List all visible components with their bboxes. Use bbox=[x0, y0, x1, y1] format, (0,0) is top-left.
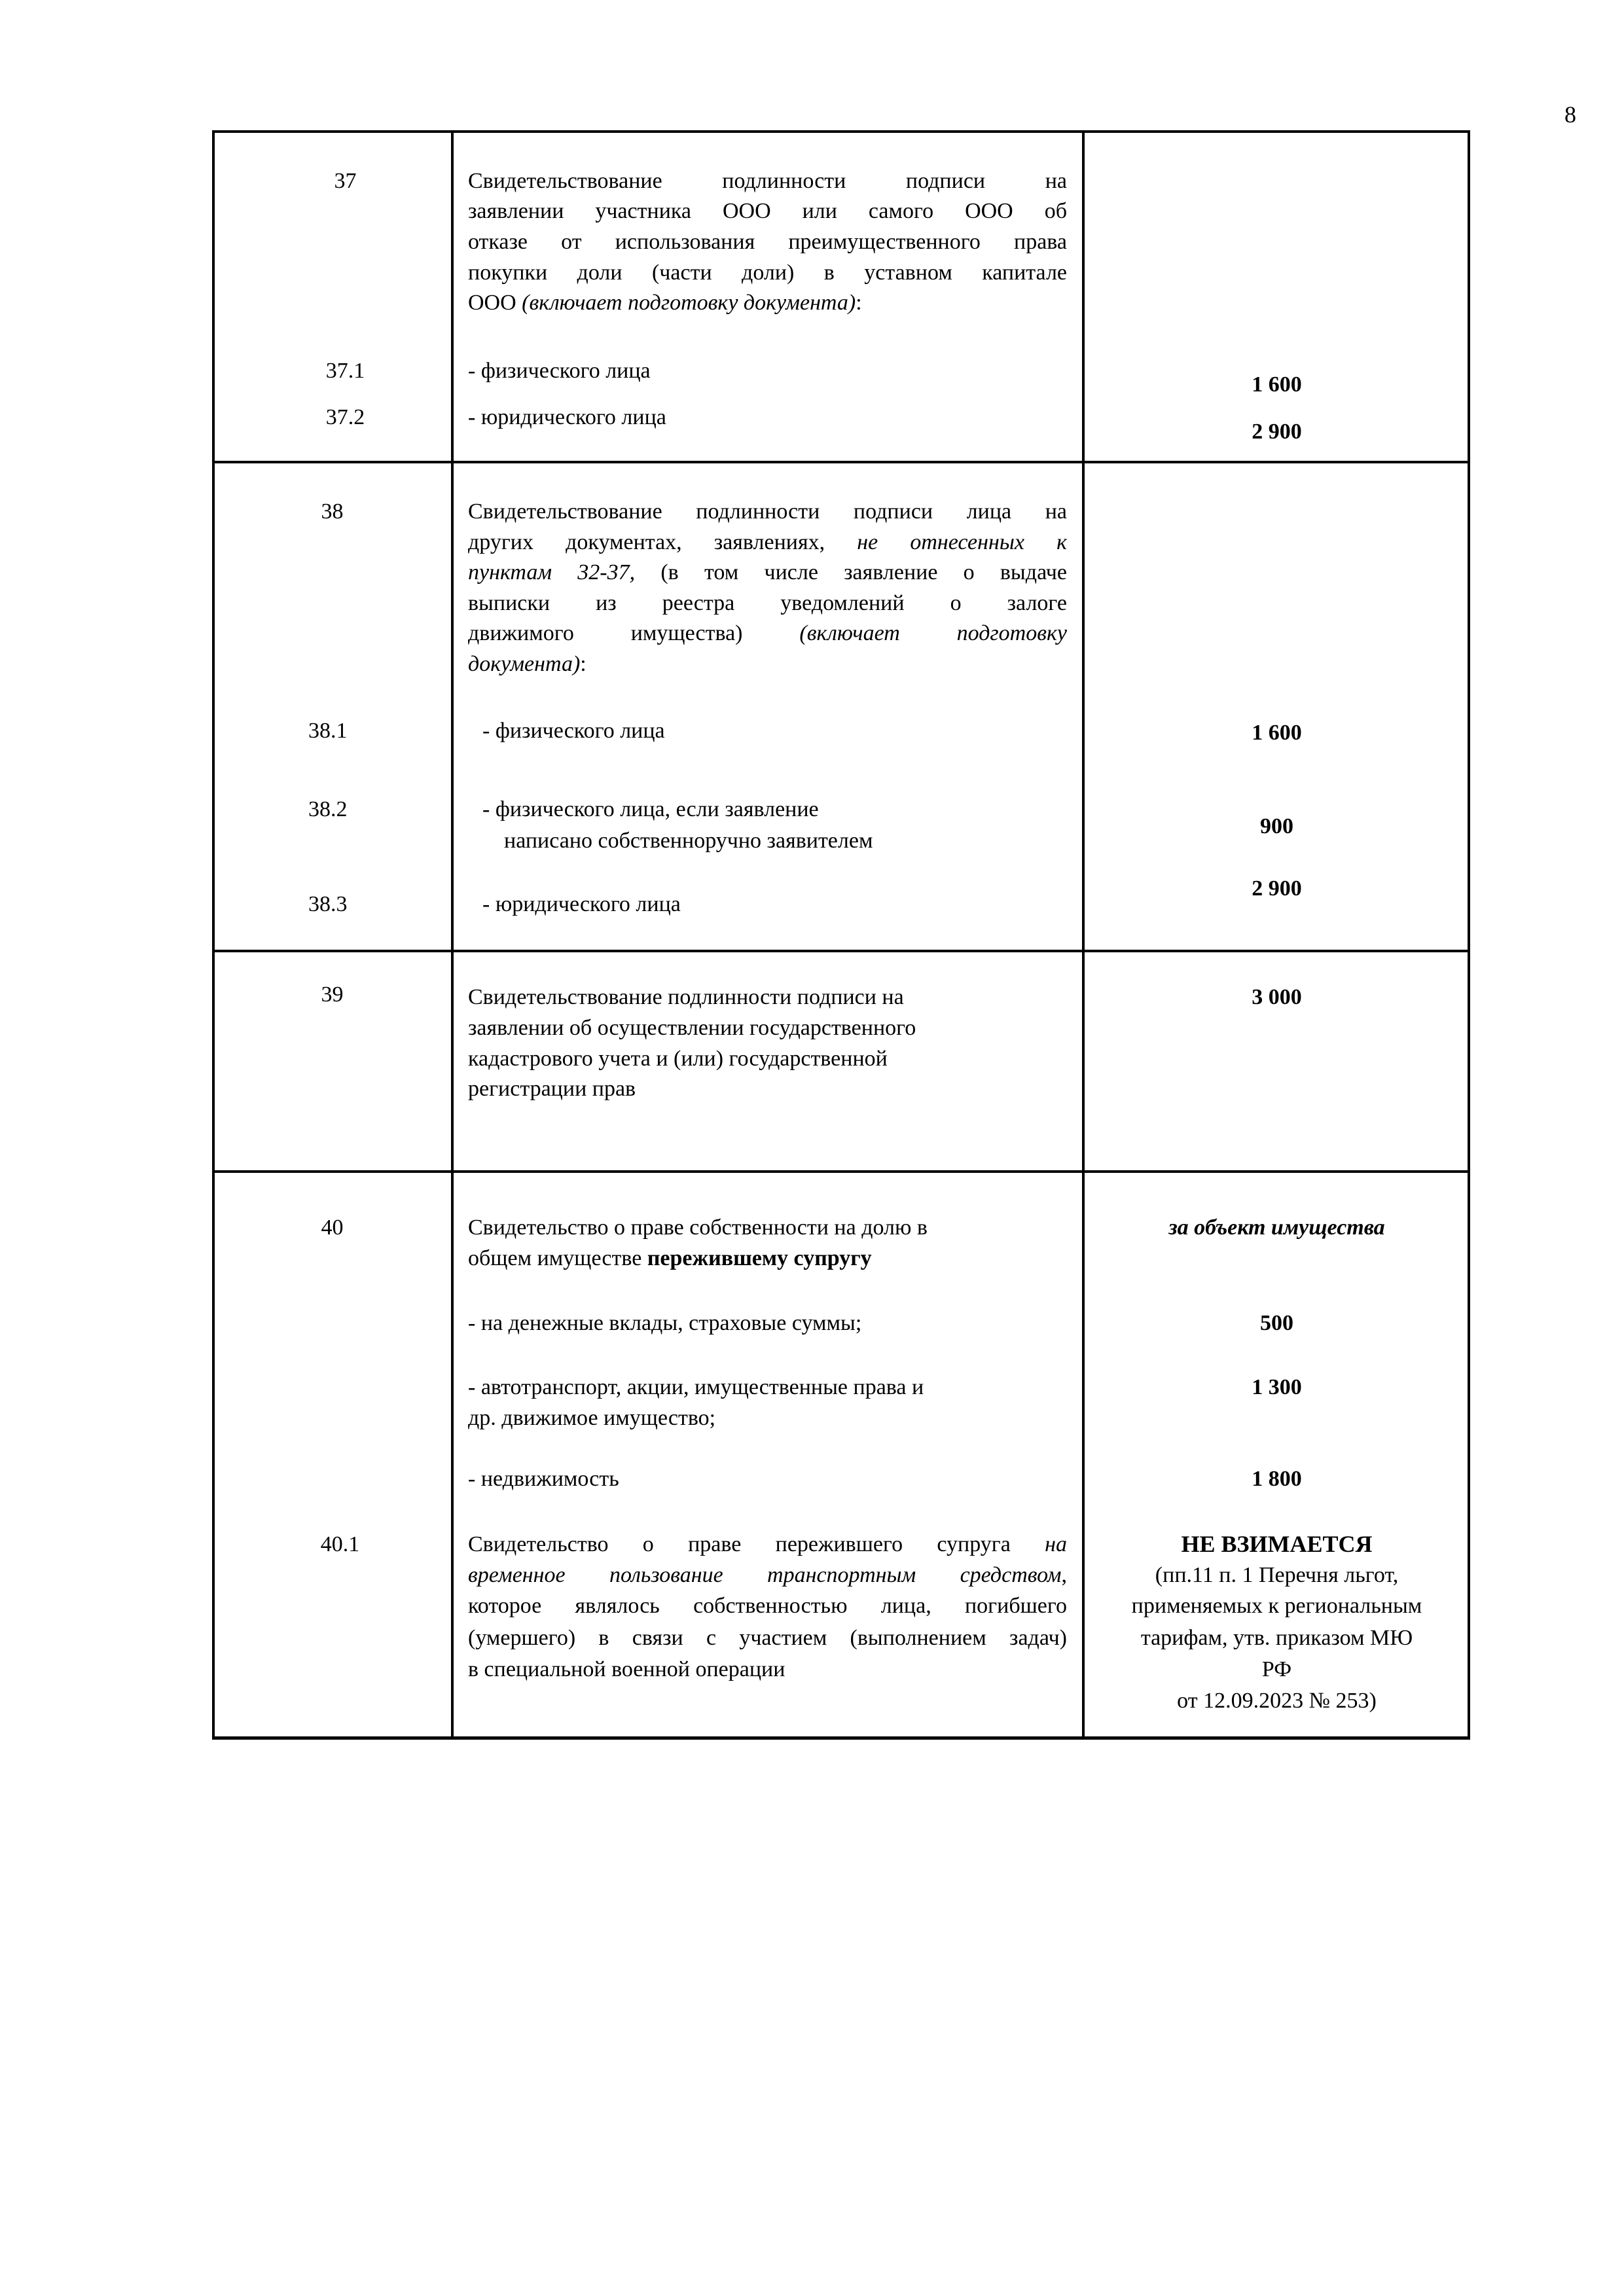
text: других документах, заявлениях, bbox=[468, 530, 857, 554]
description-line: заявлении участника ООО или самого ООО об bbox=[468, 199, 1067, 223]
description-line: в специальной военной операции bbox=[468, 1657, 785, 1681]
row-divider-39-40 bbox=[212, 1170, 1470, 1173]
text: Свидетельство о праве пережившего супруга bbox=[468, 1532, 1045, 1556]
exemption-reference-line: применяемых к региональным bbox=[1131, 1594, 1422, 1618]
exemption-reference-line: (пп.11 п. 1 Перечня льгот, bbox=[1155, 1563, 1399, 1587]
description-line bbox=[468, 1243, 1067, 1274]
fee-unit-label: за объект имущества bbox=[1168, 1215, 1385, 1240]
sub-item-text-continued: написано собственноручно заявителем bbox=[504, 829, 873, 853]
fee-value: 500 bbox=[1260, 1311, 1293, 1335]
exemption-reference-line: от 12.09.2023 № 253) bbox=[1177, 1689, 1377, 1713]
description-line bbox=[468, 1529, 1067, 1560]
description-line: Свидетельствование подлинности подписи на bbox=[468, 985, 904, 1009]
sub-item-text: - на денежные вклады, страховые суммы; bbox=[468, 1311, 862, 1335]
fee-value: 1 800 bbox=[1252, 1467, 1302, 1491]
sub-item-text: - автотранспорт, акции, имущественные права и bbox=[468, 1375, 924, 1399]
text: : bbox=[856, 291, 862, 315]
note-italic: (включает подготовку bbox=[799, 621, 1067, 645]
description-line: выписки из реестра уведомлений о залоге bbox=[468, 591, 1067, 615]
text: общем имуществе bbox=[468, 1246, 647, 1270]
fee-value: 1 300 bbox=[1252, 1375, 1302, 1399]
description-line bbox=[468, 618, 1067, 649]
note-italic: не отнесенных к bbox=[857, 530, 1067, 554]
sub-item-number: 38.1 bbox=[308, 719, 348, 743]
item-number: 40.1 bbox=[320, 1532, 360, 1556]
text: : bbox=[580, 652, 586, 676]
sub-item-text: - юридического лица bbox=[482, 892, 681, 916]
item-number: 37 bbox=[334, 169, 357, 193]
fee-value: 2 900 bbox=[1252, 420, 1302, 444]
description-line bbox=[468, 527, 1067, 558]
fee-value: 900 bbox=[1260, 814, 1293, 838]
item-number: 40 bbox=[321, 1215, 344, 1240]
sub-item-text: - физического лица, если заявление bbox=[482, 797, 819, 821]
text: ООО bbox=[468, 291, 522, 315]
description-line: (умершего) в связи с участием (выполнением задач) bbox=[468, 1626, 1067, 1650]
sub-item-text: - юридического лица bbox=[468, 405, 666, 429]
exemption-reference-line: тарифам, утв. приказом МЮ bbox=[1140, 1626, 1413, 1650]
table-border-bottom bbox=[212, 1736, 1470, 1740]
fee-value: 1 600 bbox=[1252, 721, 1302, 745]
description-line: отказе от использования преимущественного права bbox=[468, 230, 1067, 254]
sub-item-number: 38.2 bbox=[308, 797, 348, 821]
fee-value: 2 900 bbox=[1252, 876, 1302, 901]
description-line: Свидетельство о праве собственности на долю в bbox=[468, 1215, 928, 1240]
description-line: заявлении об осуществлении государственного bbox=[468, 1016, 916, 1040]
fee-exempt-label: НЕ ВЗИМАЕТСЯ bbox=[1181, 1531, 1373, 1557]
exemption-reference-line: РФ bbox=[1261, 1657, 1292, 1681]
text: движимого имущества) bbox=[468, 621, 800, 645]
fee-value: 3 000 bbox=[1252, 985, 1302, 1009]
item-number: 39 bbox=[321, 982, 344, 1007]
row-divider-38-39 bbox=[212, 950, 1470, 952]
sub-item-text: - недвижимость bbox=[468, 1467, 619, 1491]
page-number: 8 bbox=[1564, 101, 1576, 128]
description-line bbox=[468, 1560, 1067, 1590]
description-line bbox=[468, 287, 1067, 318]
sub-item-number: 37.1 bbox=[325, 359, 365, 383]
note-italic: (включает подготовку документа) bbox=[522, 291, 856, 315]
description-line bbox=[468, 557, 1067, 588]
sub-item-number: 38.3 bbox=[308, 892, 348, 916]
table-border-left bbox=[212, 130, 215, 1739]
description-line: покупки доли (части доли) в уставном капитале bbox=[468, 260, 1067, 285]
column-divider-1 bbox=[451, 130, 454, 1739]
text: , bbox=[1061, 1563, 1067, 1587]
note-italic: пунктам 32-37, bbox=[468, 560, 636, 584]
item-number: 38 bbox=[321, 499, 344, 524]
description-line: кадастрового учета и (или) государственной bbox=[468, 1047, 888, 1071]
note-italic: документа) bbox=[468, 652, 581, 676]
sub-item-text-continued: др. движимое имущество; bbox=[468, 1406, 716, 1430]
text: (в том числе заявление о выдаче bbox=[635, 560, 1067, 584]
row-divider-37-38 bbox=[212, 461, 1470, 463]
note-italic: на bbox=[1045, 1532, 1067, 1556]
sub-item-number: 37.2 bbox=[325, 405, 365, 429]
description-line: Свидетельствование подлинности подписи лица на bbox=[468, 499, 1067, 524]
description-line: Свидетельствование подлинности подписи на bbox=[468, 169, 1067, 193]
description-line: регистрации прав bbox=[468, 1077, 636, 1101]
fee-value: 1 600 bbox=[1252, 372, 1302, 397]
note-italic: временное пользование транспортным средством bbox=[468, 1563, 1062, 1587]
table-border-top bbox=[212, 130, 1470, 133]
description-line bbox=[468, 649, 1067, 679]
emphasis-bold: пережившему супругу bbox=[647, 1246, 872, 1270]
sub-item-text: - физического лица bbox=[468, 359, 651, 383]
description-line: которое являлось собственностью лица, погибшего bbox=[468, 1594, 1067, 1618]
sub-item-text: - физического лица bbox=[482, 719, 665, 743]
